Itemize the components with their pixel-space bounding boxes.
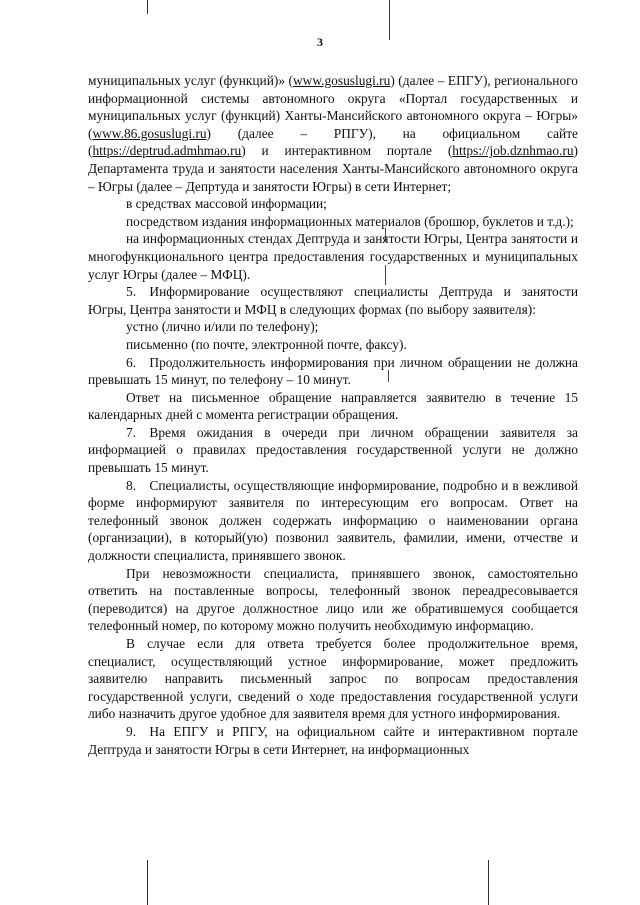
- scan-line-bottom-right: [488, 860, 489, 905]
- text-run: 5. Информирование осуществляют специалисты Дептруда и занятости Югры, Центра занятости и МФЦ в следующих формах (по выбору заявителя):: [88, 284, 578, 317]
- text-run: письменно (по почте, электронной почте, факсу).: [126, 336, 407, 352]
- text-run: 8. Специалисты, осуществляющие информирование, подробно и в вежливой форме информируют заявителя по интересующим его вопросам. Ответ на телефонный звонок должен содержать информацию о наименовании органа (организации), в который(ую) позвонил заявитель, фамилии, имени, отчестве и должности специалиста, принявшего звонок.: [88, 477, 578, 564]
- link[interactable]: https://job.dznhmao.ru: [452, 143, 574, 159]
- paragraph: [88, 424, 578, 477]
- text-run: 9. На ЕПГУ и РПГУ, на официальном сайте и интерактивном портале Дептруда и занятости Югры в сети Интернет, на информационных: [88, 723, 578, 757]
- paragraph: [88, 723, 578, 758]
- text-run: 7. Время ожидания в очереди при личном обращении заявителя за информацией о правилах предоставления государственной услуги не должно превышать 15 минут.: [88, 424, 578, 476]
- text-run: ) Департамента труда и занятости населения Ханты-Мансийского автономного округа – Югры (далее – Депртуда и занятости Югры) в сети Интернет;: [88, 143, 578, 194]
- scan-line-top-left: [147, 0, 148, 14]
- paragraph: [88, 213, 578, 231]
- text-run: муниципальных услуг (функций)» (: [88, 73, 293, 88]
- paragraph: [88, 72, 578, 195]
- paragraph: [88, 283, 578, 318]
- paragraph: [88, 565, 578, 635]
- scan-line-bottom-left: [147, 860, 148, 905]
- text-run: в средствах массовой информации;: [126, 196, 327, 212]
- paragraph: [88, 318, 578, 336]
- paragraph: [88, 477, 578, 565]
- page-number: 3: [317, 35, 323, 49]
- text-run: на информационных стендах Дептруда и занятости Югры, Центра занятости и многофункционального центра предоставления государственных и муниципальных услуг Югры (далее – МФЦ).: [88, 231, 578, 282]
- text-run: посредством издания информационных материалов (брошюр, буклетов и т.д.);: [126, 213, 574, 229]
- paragraph: [88, 635, 578, 723]
- paragraph: [88, 389, 578, 424]
- text-run: устно (лично и/или по телефону);: [126, 319, 319, 335]
- text-run: ) (далее – РПГУ), на официальном сайте (: [88, 125, 578, 159]
- text-run: ) (далее – ЕПГУ), регионального информационной системы автономного округа «Портал государственных и муниципальных услуг (функций) Ханты-Мансийского автономного округа – Югры» (: [88, 73, 578, 141]
- paragraph: [88, 195, 578, 213]
- paragraph: [88, 230, 578, 283]
- text-run: В случае если для ответа требуется более продолжительное время, специалист, осуществляющий устное информирование, может предложить заявителю направить письменный запрос по вопросам предоставления государственной услуги, сведений о ходе предоставления государственной услуги либо назначить другое удобное для заявителя время для устного информирования.: [88, 636, 578, 722]
- paragraph: [88, 354, 578, 389]
- text-run: При невозможности специалиста, принявшего звонок, самостоятельно ответить на поставленные вопросы, телефонный звонок переадресовывается (переводится) на другое должностное лицо или же обратившемуся сообщается телефонный номер, по которому можно получить необходимую информацию.: [88, 565, 578, 634]
- text-run: Ответ на письменное обращение направляется заявителю в течение 15 календарных дней с момента регистрации обращения.: [88, 389, 578, 423]
- link[interactable]: https://deptrud.admhmao.ru: [92, 143, 242, 159]
- document-body: [88, 72, 578, 758]
- text-run: 6. Продолжительность информирования при личном обращении не должна превышать 15 минут, по телефону – 10 минут.: [88, 354, 578, 388]
- link[interactable]: www.86.gosuslugi.ru: [92, 125, 207, 141]
- paragraph: [88, 336, 578, 354]
- scan-line-top-right: [389, 0, 390, 40]
- link[interactable]: www.gosuslugi.ru: [293, 73, 391, 88]
- text-run: ) и интерактивном портале (: [241, 143, 453, 159]
